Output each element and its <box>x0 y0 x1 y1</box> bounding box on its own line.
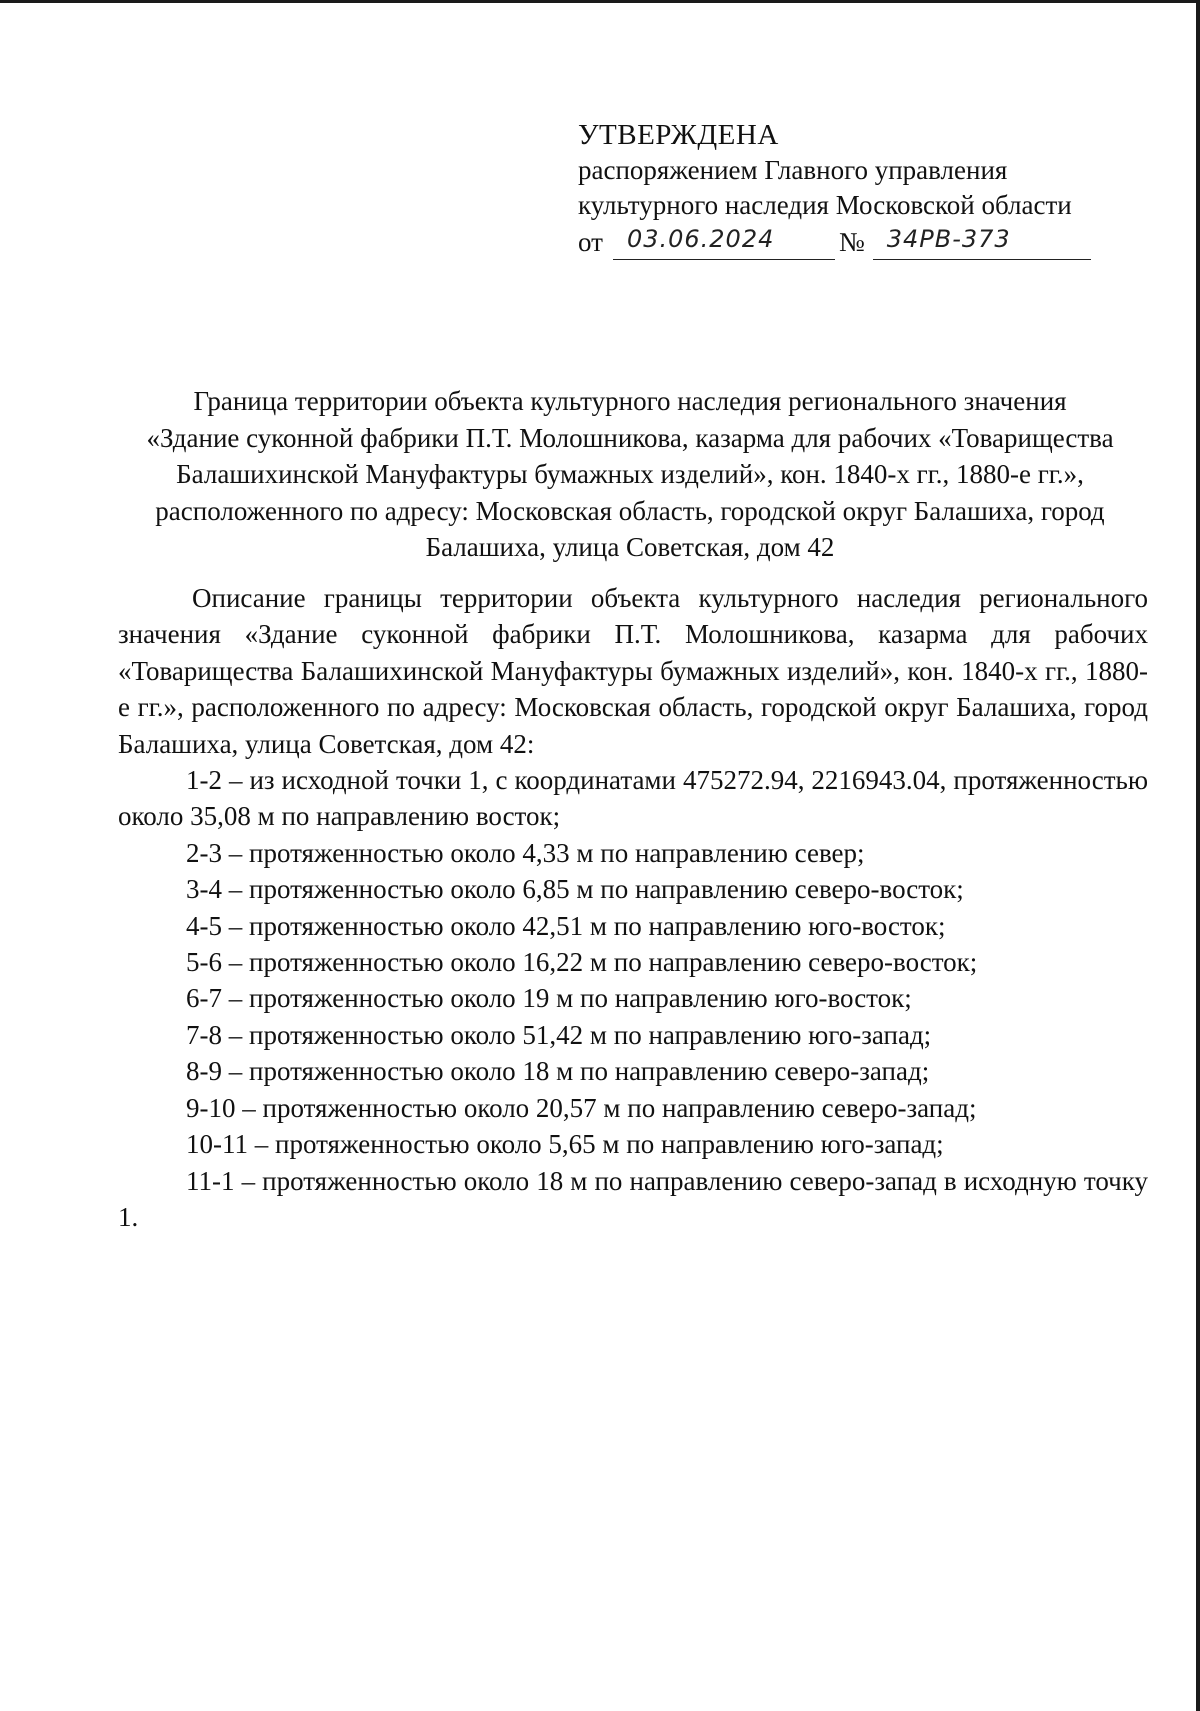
segment-item: 4-5 – протяженностью около 42,51 м по направлению юго-восток; <box>186 910 946 941</box>
title-line: Граница территории объекта культурного наследия регионального значения <box>193 386 1067 416</box>
scan-edge-top <box>0 0 1200 3</box>
handwritten-date: 03.06.2024 <box>626 225 775 253</box>
number-field <box>873 225 1091 260</box>
boundary-description <box>118 580 1148 1235</box>
segment-item: 2-3 – протяженностью около 4,33 м по направлению север; <box>186 837 865 868</box>
date-field <box>613 225 835 260</box>
segment-item: 6-7 – протяженностью около 19 м по направлению юго-восток; <box>186 983 912 1014</box>
approval-date-number-line <box>578 225 1091 260</box>
approval-heading: УТВЕРЖДЕНА <box>578 119 779 151</box>
approval-block <box>578 118 1091 260</box>
handwritten-number: 34РВ-373 <box>886 225 1011 253</box>
number-label: № <box>838 227 865 257</box>
segment-item: 7-8 – протяженностью около 51,42 м по направлению юго-запад; <box>186 1019 932 1050</box>
segment-item: 8-9 – протяженностью около 18 м по направлению северо-запад; <box>186 1056 930 1087</box>
approval-line-2: культурного наследия Московской области <box>578 190 1072 220</box>
segment-item: 11-1 – протяженностью около 18 м по направлению северо-запад в исходную точку 1. <box>118 1165 1148 1232</box>
scan-edge-right <box>1196 0 1200 1711</box>
title-line: Балашихинской Мануфактуры бумажных изделий», кон. 1840-х гг., 1880-е гг.», <box>176 459 1084 489</box>
segment-item: 10-11 – протяженностью около 5,65 м по направлению юго-запад; <box>186 1129 944 1160</box>
segment-item: 9-10 – протяженностью около 20,57 м по направлению северо-запад; <box>186 1092 977 1123</box>
title-line: Балашиха, улица Советская, дом 42 <box>425 532 835 562</box>
description-intro: Описание границы территории объекта культурного наследия регионального значения «Здание суконной фабрики П.Т. Молошникова, казарма для рабочих «Товарищества Балашихинской Мануфактуры бумажных изделий», кон. 1840-х гг., 1880-е гг.», расположенного по адресу: Московская область, городской округ Балашиха, город Балашиха, улица Советская, дом 42: <box>118 583 1148 759</box>
segment-item: 5-6 – протяженностью около 16,22 м по направлению северо-восток; <box>186 947 978 978</box>
segment-item: 3-4 – протяженностью около 6,85 м по направлению северо-восток; <box>186 874 964 905</box>
title-line: расположенного по адресу: Московская область, городской округ Балашиха, город <box>155 495 1105 526</box>
segment-item: 1-2 – из исходной точки 1, с координатами 475272.94, 2216943.04, протяженностью около 35,08 м по направлению восток; <box>118 765 1148 832</box>
from-label: от <box>578 227 603 257</box>
approval-line-1: распоряжением Главного управления <box>578 155 1008 185</box>
title-line: «Здание суконной фабрики П.Т. Молошникова, казарма для рабочих «Товарищества <box>146 422 1114 453</box>
document-title <box>110 383 1150 566</box>
